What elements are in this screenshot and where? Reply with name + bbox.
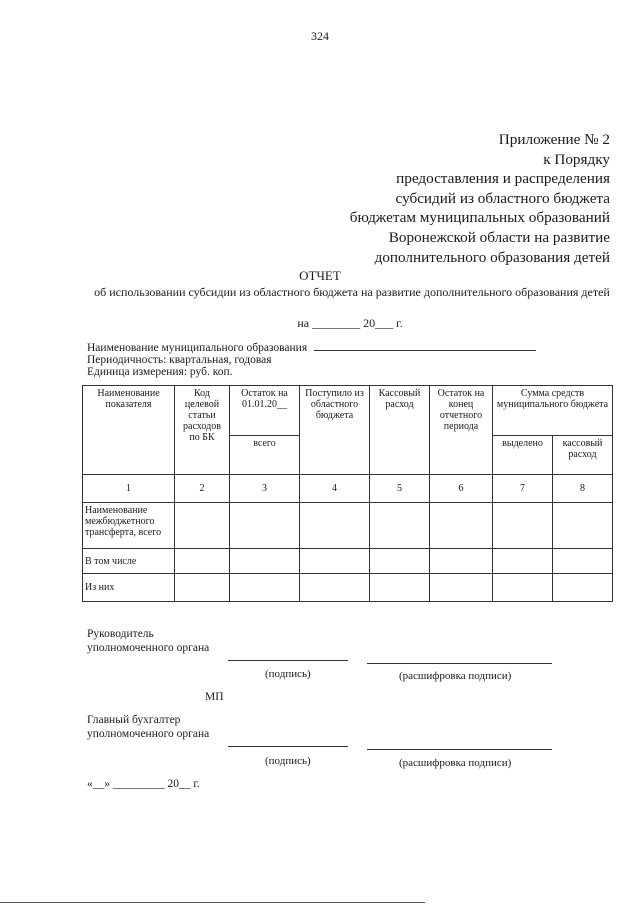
column-number: 7	[493, 474, 553, 502]
table-row	[83, 573, 613, 601]
accountant-decoding-line	[367, 749, 552, 750]
page-number: 324	[311, 29, 329, 43]
header-municipal-cash: кассовый расход	[553, 436, 613, 474]
stamp-label: МП	[205, 691, 224, 703]
column-number: 4	[300, 474, 370, 502]
appendix-line: к Порядку	[543, 150, 610, 168]
column-number: 2	[175, 474, 230, 502]
signature-caption: (подпись)	[265, 755, 311, 767]
footer-divider	[0, 902, 425, 903]
unit-of-measure: Единица измерения: руб. коп.	[87, 366, 233, 378]
report-table	[82, 385, 613, 602]
appendix-line: субсидий из областного бюджета	[395, 189, 610, 207]
appendix-block	[250, 130, 610, 267]
signature-caption: (подпись)	[265, 668, 311, 680]
column-number: 3	[230, 474, 300, 502]
column-number: 1	[83, 474, 175, 502]
report-title: ОТЧЕТ	[299, 268, 341, 283]
header-balance-total: всего	[230, 436, 300, 474]
table-row	[83, 503, 613, 549]
report-subtitle: об использовании субсидии из областного бюджета на развитие дополнительного образования детей	[94, 285, 610, 299]
header-cash-expense: Кассовый расход	[370, 386, 430, 475]
appendix-line: предоставления и распределения	[396, 170, 610, 188]
column-number: 5	[370, 474, 430, 502]
appendix-line: дополнительного образования детей	[374, 248, 610, 266]
column-number: 8	[553, 474, 613, 502]
head-signature-line	[228, 660, 348, 661]
municipality-blank	[314, 340, 536, 351]
municipality-label: Наименование муниципального образования	[87, 342, 308, 354]
appendix-line: Приложение № 2	[498, 131, 610, 148]
head-label: Руководитель уполномоченного органа	[87, 628, 210, 654]
row-label: Наименование межбюджетного трансферта, всего	[83, 503, 175, 549]
periodicity: Периодичность: квартальная, годовая	[87, 354, 272, 366]
date-line: «__» _________ 20__ г.	[87, 778, 200, 790]
header-end-balance: Остаток на конец отчетного периода	[430, 386, 493, 475]
decoding-caption: (расшифровка подписи)	[399, 670, 512, 682]
column-number: 6	[430, 474, 493, 502]
header-code: Код целевой статьи расходов по БК	[175, 386, 230, 475]
appendix-line: Воронежской области на развитие	[388, 228, 610, 246]
row-label: Из них	[83, 573, 175, 601]
table-row	[83, 549, 613, 573]
head-decoding-line	[367, 663, 552, 664]
header-municipal-budget: Сумма средств муниципального бюджета	[493, 386, 613, 436]
accountant-signature-line	[228, 746, 348, 747]
header-received: Поступило из областного бюджета	[300, 386, 370, 475]
report-date-line: на ________ 20___ г.	[297, 316, 403, 330]
municipality-row	[87, 340, 536, 355]
accountant-label: Главный бухгалтер уполномоченного органа	[87, 714, 210, 740]
appendix-line: бюджетам муниципальных образований	[349, 209, 610, 227]
header-name: Наименование показателя	[83, 386, 175, 475]
row-label: В том числе	[83, 549, 175, 573]
decoding-caption: (расшифровка подписи)	[399, 757, 512, 769]
header-balance: Остаток на 01.01.20__	[230, 386, 300, 436]
header-allocated: выделено	[493, 436, 553, 474]
